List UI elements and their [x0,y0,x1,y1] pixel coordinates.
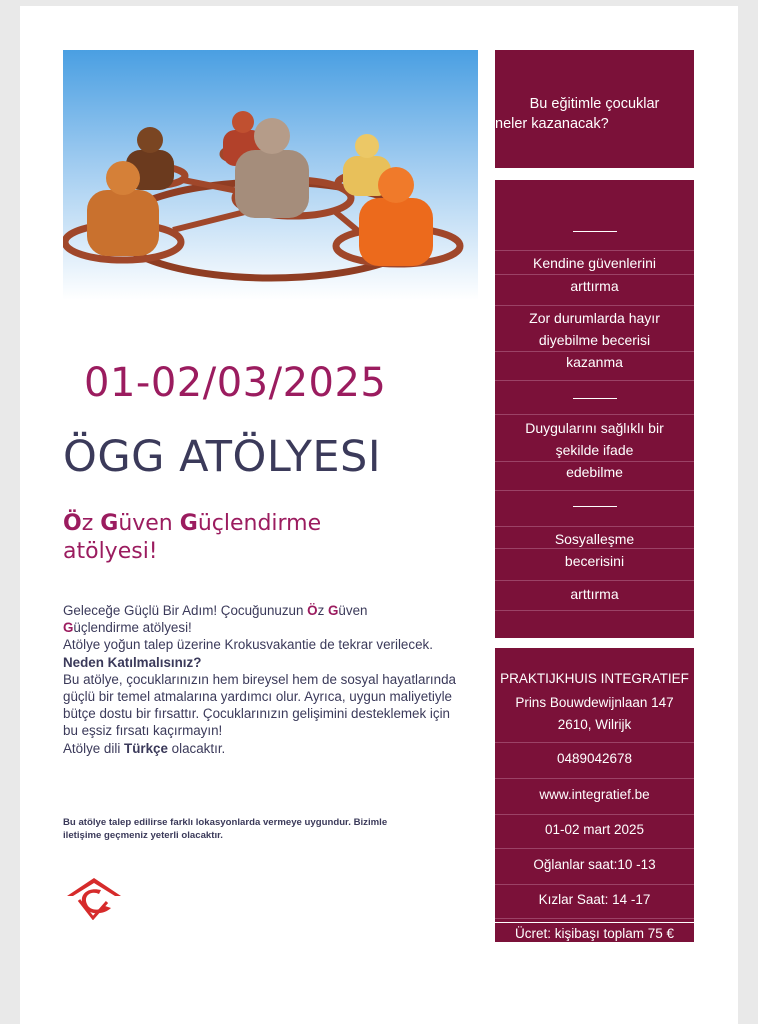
chevron-logo-icon [65,874,123,920]
subtitle-initial-g1: G [100,511,119,536]
benefit-item: Sosyalleşme [554,531,635,547]
repeat-note: Atölye yoğun talep üzerine Krokusvakantie de tekrar verilecek. [63,637,433,653]
event-dates: 01-02 mart 2025 [544,822,645,837]
event-date: 01-02/03/2025 [84,360,387,406]
subtitle-initial-o: Ö [63,511,82,536]
girls-schedule: Kızlar Saat: 14 -17 [538,892,651,907]
subtitle-initial-g2: G [179,511,198,536]
phone-number: 0489042678 [556,751,633,766]
divider [573,506,617,507]
why-join-text: Bu atölye, çocuklarınızın hem bireysel hem de sosyal hayatlarında güçlü bir temel atmalarına yardımcı olur. Ayrıca, uygun maliyetiyle bütçe dostu bir fırsattır. Çocuklarınızın gelişimini desteklemek için bu eşsiz fırsatı kaçırmayın! [63,671,456,739]
benefit-item: Duygularını sağlıklı bir [525,420,664,436]
city: 2610, Wilrijk [557,717,632,732]
website-link[interactable]: www.integratief.be [539,787,650,802]
hero-image [63,50,478,300]
street-address: Prins Bouwdewijnlaan 147 [515,695,674,710]
boys-schedule: Oğlanlar saat:10 -13 [533,857,656,872]
people-network-icon [63,50,478,300]
divider [573,398,617,399]
contact-box [495,648,694,942]
benefits-header-box: Bu eğitimle çocuklar neler kazanacak? [495,50,694,168]
business-name: PRAKTIJKHUIS INTEGRATIEF [500,671,689,686]
benefit-item: Kendine güvenlerini [533,255,656,271]
description: Geleceğe Güçlü Bir Adım! Çocuğunuzun Öz Güven Güçlendirme atölyesi! Atölye yoğun talep üzerine Krokusvakantie de tekrar verilecek. Neden Katılmalısınız? Bu atölye, çocuklarınızın hem bireysel hem de sosyal hayatlarında güçlü bir temel atmalarına yardımcı olur. Ayrıca, uygun maliyetiyle bütçe dostu bir fırsattır. Çocuklarınızın gelişimini desteklemek için bu eşsiz fırsatı kaçırmayın! Atölye dili Türkçe olacaktır. [63,603,456,756]
benefit-item: Zor durumlarda hayır [529,310,660,326]
subtitle-line2: atölyesi! [63,539,158,564]
location-note: Bu atölye talep edilirse farklı lokasyonlarda vermeye uygundur. Bizimle iletişime geçmeniz yeterli olacaktır. [63,817,388,841]
page-title: ÖGG ATÖLYESI [63,432,382,482]
benefits-list-box: Kendine güvenlerini arttırma Zor durumlarda hayır diyebilme becerisi kazanma Duygularını sağlıklı bir şekilde ifade edebilme Sosyalleşme becerisini arttırma [495,180,694,638]
price: Ücret: kişibaşı toplam 75 € [495,922,694,944]
why-join-heading: Neden Katılmalısınız? [63,654,202,670]
language: Türkçe [124,740,168,756]
flyer-page [20,6,738,1024]
subtitle: Öz Güven Güçlendirme atölyesi! [63,511,322,564]
divider [573,231,617,232]
